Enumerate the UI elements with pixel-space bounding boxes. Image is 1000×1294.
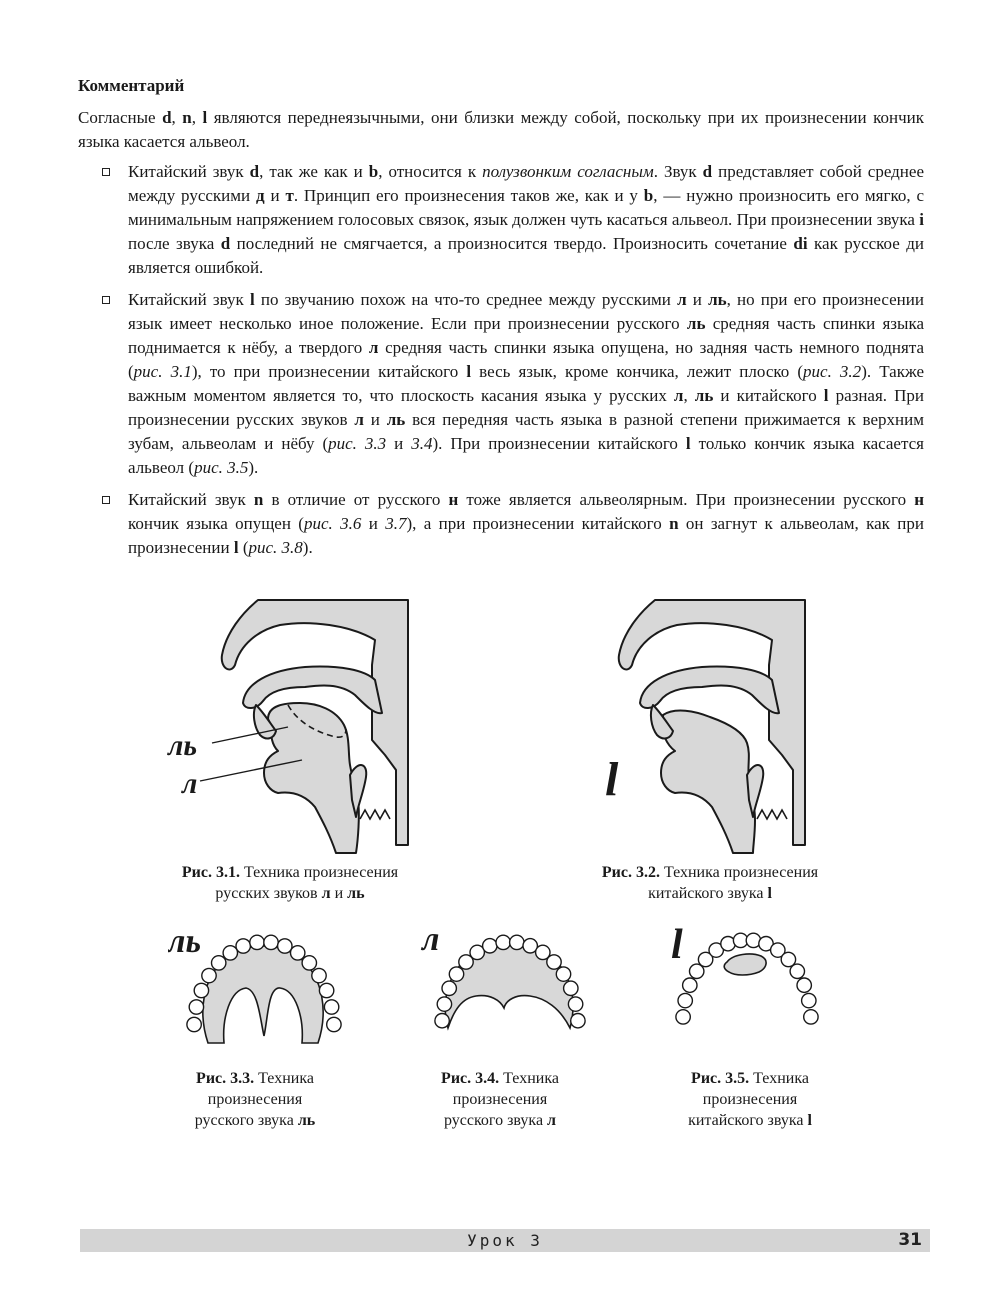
lesson-label: Урок 3 bbox=[467, 1231, 543, 1250]
tooth bbox=[556, 967, 570, 981]
tooth bbox=[327, 1017, 341, 1031]
label-chinese-l: l bbox=[671, 922, 683, 968]
tooth bbox=[804, 1010, 818, 1024]
bullet-item-d: Китайский звук d, так же как и b, относится к полузвонким согласным. Звук d представляет собой среднее между русскими д и т. Принцип его произнесения таков же, как и у b, — нужно произносить его мягко, с минимальным напряжением голосовых связок, язык должен чуть касаться альвеол. При произнесении звука i после звука d последний не смягчается, а произносится твердо. Произносить сочетание di как русское ди является ошибкой. bbox=[100, 160, 924, 280]
label-hard-l: л bbox=[182, 767, 198, 800]
page-number: 31 bbox=[898, 1230, 922, 1250]
tooth bbox=[202, 968, 216, 982]
caption-figure-3-5: Рис. 3.5. Техника произнесения китайского звука l bbox=[688, 1070, 812, 1129]
tooth bbox=[250, 935, 264, 949]
tooth bbox=[802, 993, 816, 1007]
tooth bbox=[483, 939, 497, 953]
tongue bbox=[264, 703, 359, 853]
tooth bbox=[442, 981, 456, 995]
bullet-item-l: Китайский звук l по звучанию похож на что-то среднее между русскими л и ль, но при его произнесении язык имеет несколько иное положение. Если при произнесении русского ль средняя часть спинки языка поднимается к нёбу, а твердого л средняя часть спинки языка опущена, но задняя часть немного поднята (рис. 3.1), то при произнесении китайского l весь язык, кроме кончика, лежит плоско (рис. 3.2). Также важным моментом является то, что плоскость касания языка у русских л, ль и китайского l разная. При произнесении русских звуков л и ль вся передняя часть языка в разной степени прижимается к верхним зубам, альвеолам и нёбу (рис. 3.3 и 3.4). При произнесении китайского l только кончик языка касается альвеол (рис. 3.5). bbox=[100, 288, 924, 480]
tooth bbox=[683, 978, 697, 992]
tooth bbox=[312, 968, 326, 982]
tooth bbox=[676, 1010, 690, 1024]
checkbox-bullet-icon bbox=[102, 168, 110, 176]
tooth bbox=[568, 997, 582, 1011]
page-footer bbox=[80, 1229, 930, 1252]
tooth bbox=[547, 955, 561, 969]
tooth bbox=[797, 978, 811, 992]
tooth bbox=[189, 1000, 203, 1014]
label-chinese-l: l bbox=[605, 753, 619, 806]
checkbox-bullet-icon bbox=[102, 296, 110, 304]
tooth bbox=[194, 983, 208, 997]
caption-figure-3-4: Рис. 3.4. Техника произнесения русского звука л bbox=[441, 1070, 559, 1129]
tongue-contact-area bbox=[724, 954, 766, 975]
tooth bbox=[496, 935, 510, 949]
figure-3-4-palatogram bbox=[420, 918, 590, 1058]
tooth bbox=[264, 935, 278, 949]
label-soft-l: ль bbox=[168, 923, 201, 960]
tooth bbox=[319, 983, 333, 997]
vocal-folds bbox=[360, 810, 390, 819]
figure-3-5-palatogram bbox=[665, 918, 835, 1058]
figure-3-2-sagittal-section bbox=[595, 595, 855, 857]
tooth bbox=[571, 1014, 585, 1028]
bullet-item-n: Китайский звук n в отличие от русского н тоже является альвеолярным. При произнесении русского н кончик языка опущен (рис. 3.6 и 3.7), а при произнесении китайского n он загнут к альвеолам, как при произнесении l (рис. 3.8). bbox=[100, 488, 924, 560]
tooth bbox=[564, 981, 578, 995]
tooth bbox=[435, 1014, 449, 1028]
tongue bbox=[661, 711, 755, 853]
caption-figure-3-2: Рис. 3.2. Техника произнесения китайского звука l bbox=[601, 864, 819, 902]
tooth bbox=[187, 1017, 201, 1031]
tooth bbox=[678, 993, 692, 1007]
tooth bbox=[510, 935, 524, 949]
bullet-list bbox=[100, 160, 924, 568]
caption-figure-3-3: Рис. 3.3. Техника произнесения русского звука ль bbox=[194, 1070, 316, 1129]
tooth bbox=[223, 946, 237, 960]
vocal-folds bbox=[757, 810, 787, 819]
tooth bbox=[291, 946, 305, 960]
tooth bbox=[302, 956, 316, 970]
figure-3-1-sagittal-section bbox=[160, 595, 420, 857]
tooth bbox=[236, 939, 250, 953]
caption-figure-3-1: Рис. 3.1. Техника произнесения русских звуков л и ль bbox=[181, 864, 399, 902]
checkbox-bullet-icon bbox=[102, 496, 110, 504]
label-hard-l: л bbox=[422, 921, 440, 958]
section-heading: Комментарий bbox=[78, 76, 185, 95]
tooth bbox=[324, 1000, 338, 1014]
tooth-arch bbox=[676, 933, 818, 1024]
tooth bbox=[437, 997, 451, 1011]
palate bbox=[640, 667, 779, 714]
figure-3-3-palatogram bbox=[168, 918, 358, 1058]
tooth bbox=[278, 939, 292, 953]
intro-paragraph: Согласные d, n, l являются переднеязычными, они близки между собой, поскольку при их произнесении кончик языка касается альвеол. bbox=[78, 108, 925, 151]
tooth bbox=[790, 964, 804, 978]
tooth bbox=[212, 956, 226, 970]
tooth bbox=[449, 967, 463, 981]
label-soft-l: ль bbox=[168, 729, 198, 762]
